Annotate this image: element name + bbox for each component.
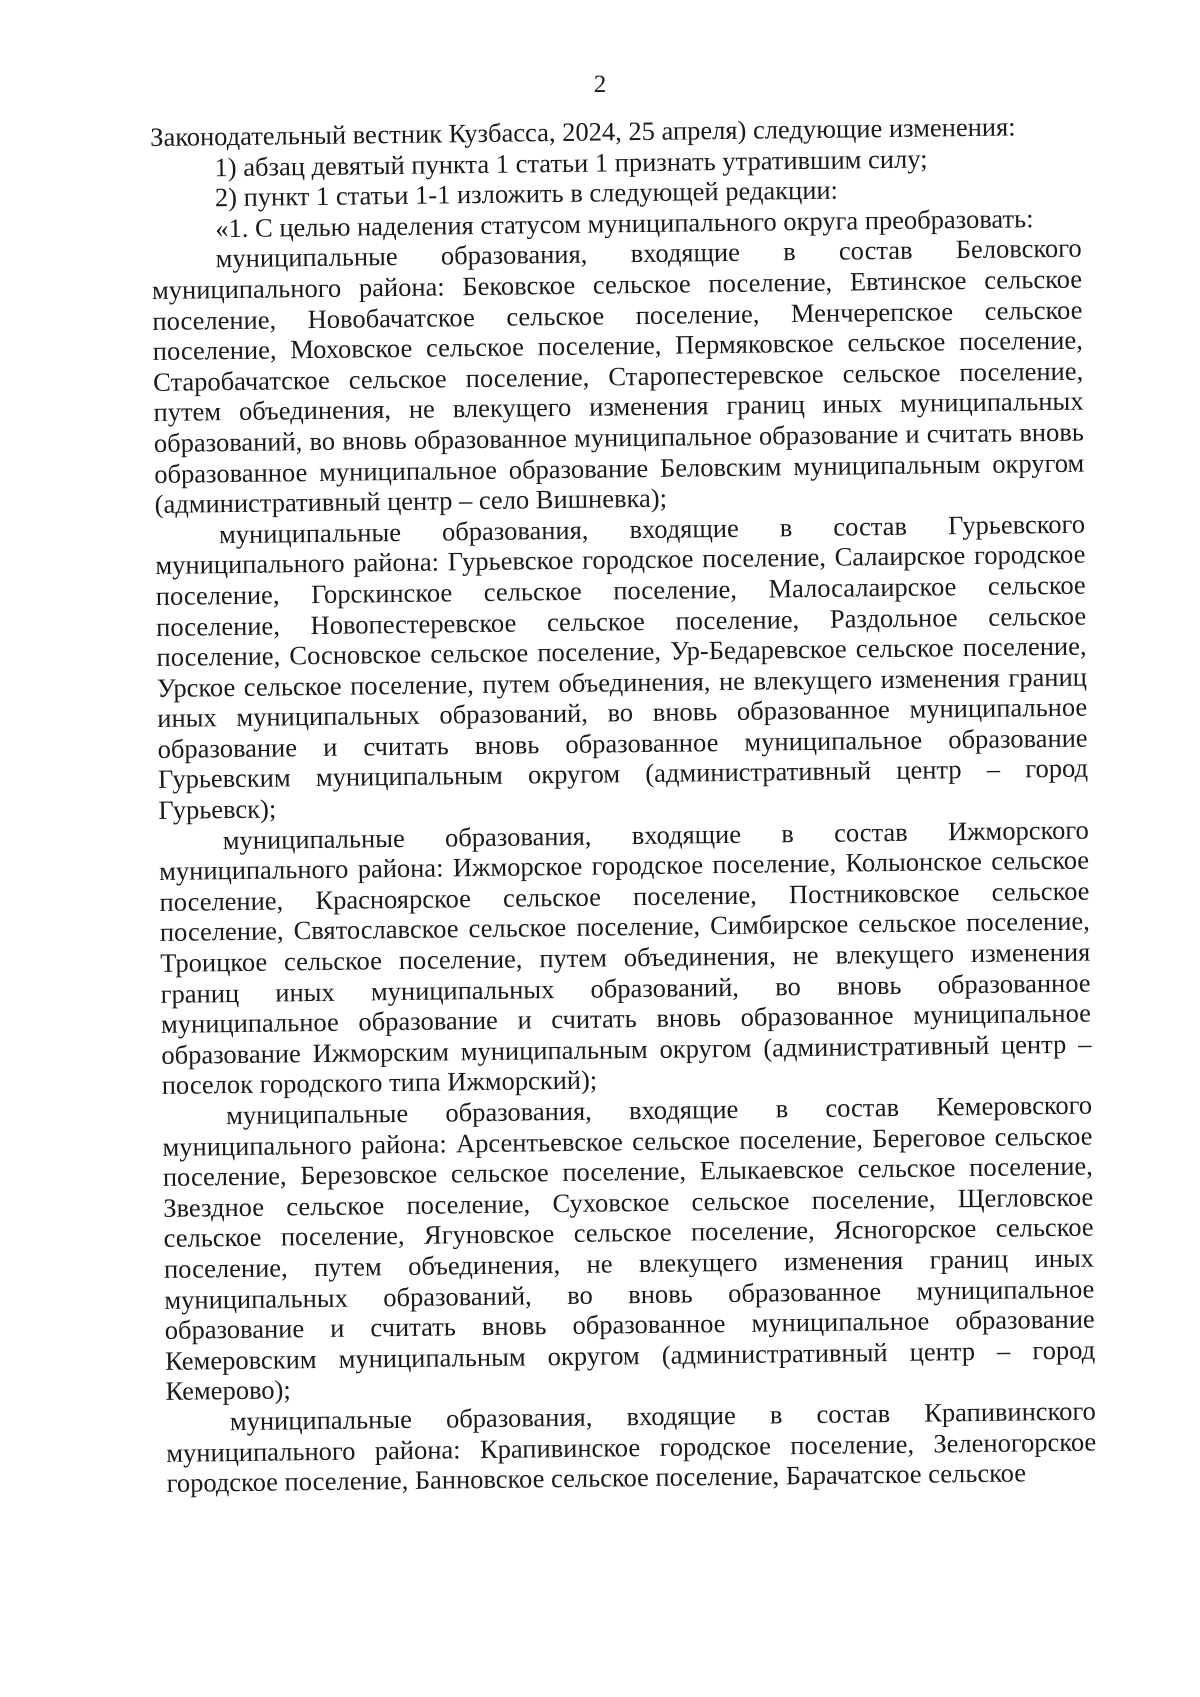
document-body xyxy=(150,111,1097,1499)
paragraph-item-2: 2) пункт 1 статьи 1-1 изложить в следующей редакции: xyxy=(214,174,839,213)
paragraph-item-1: 1) абзац девятый пункта 1 статьи 1 признать утратившим силу; xyxy=(214,143,928,182)
paragraph-belovsky: муниципальные образования, входящие в состав Беловского муниципального района: Бековское сельское поселение, Евтинское сельское поселение, Новобачатское сельское поселение, Менчерепское сельское поселение, Моховское сельское поселение, Пермяковское сельское поселение, Старобачатское сельское поселение, Старопестеревское сельское поселение, путем объединения, не влекущего изменения границ иных муниципальных образований, во вновь образованное муниципальное образование и считать вновь образованное муниципальное образование Беловским муниципальным округом (административный центр – село Вишневка); xyxy=(151,233,1085,520)
paragraph-kemerovsky: муниципальные образования, входящие в состав Кемеровского муниципального района: Арсентьевское сельское поселение, Береговое сельское поселение, Березовское сельское поселение, Елыкаевское сельское поселение, Звездное сельское поселение, Суховское сельское поселение, Щегловское сельское поселение, Ягуновское сельское поселение, Ясногорское сельское поселение, путем объединения, не влекущего изменения границ иных муниципальных образований, во вновь образованное муниципальное образование и считать вновь образованное муниципальное образование Кемеровским муниципальным округом (административный центр – город Кемерово); xyxy=(162,1089,1096,1407)
page-number: 2 xyxy=(593,71,607,98)
paragraph-guryevsky: муниципальные образования, входящие в состав Гурьевского муниципального района: Гурьевское городское поселение, Салаирское городское поселение, Горскинское сельское поселение, Малосалаирское сельское поселение, Новопестеревское сельское поселение, Раздольное сельское поселение, Сосновское сельское поселение, Ур-Бедаревское сельское поселение, Урское сельское поселение, путем объединения, не влекущего изменения границ иных муниципальных образований, во вновь образованное муниципальное образование и считать вновь образованное муниципальное образование Гурьевским муниципальным округом (административный центр – город Гурьевск); xyxy=(155,508,1089,826)
paragraph-krapivinsky: муниципальные образования, входящие в состав Крапивинского муниципального района: Крапивинское городское поселение, Зеленогорское городское поселение, Банновское сельское поселение, Барачатское сельское xyxy=(166,1395,1097,1499)
paragraph-intro: Законодательный вестник Кузбасса, 2024, 25 апреля) следующие изменения: xyxy=(150,111,1016,152)
paragraph-izhmorsky: муниципальные образования, входящие в состав Ижморского муниципального района: Ижморское городское поселение, Колыонское сельское поселение, Красноярское сельское поселение, Постниковское сельское поселение, Святославское сельское поселение, Симбирское сельское поселение, Троицкое сельское поселение, путем объединения, не влекущего изменения границ иных муниципальных образований, во вновь образованное муниципальное образование и считать вновь образованное муниципальное образование Ижморским муниципальным округом (административный центр – поселок городского типа Ижморский); xyxy=(158,814,1092,1101)
paragraph-clause-1: «1. С целью наделения статусом муниципального округа преобразовать: xyxy=(215,202,1034,243)
